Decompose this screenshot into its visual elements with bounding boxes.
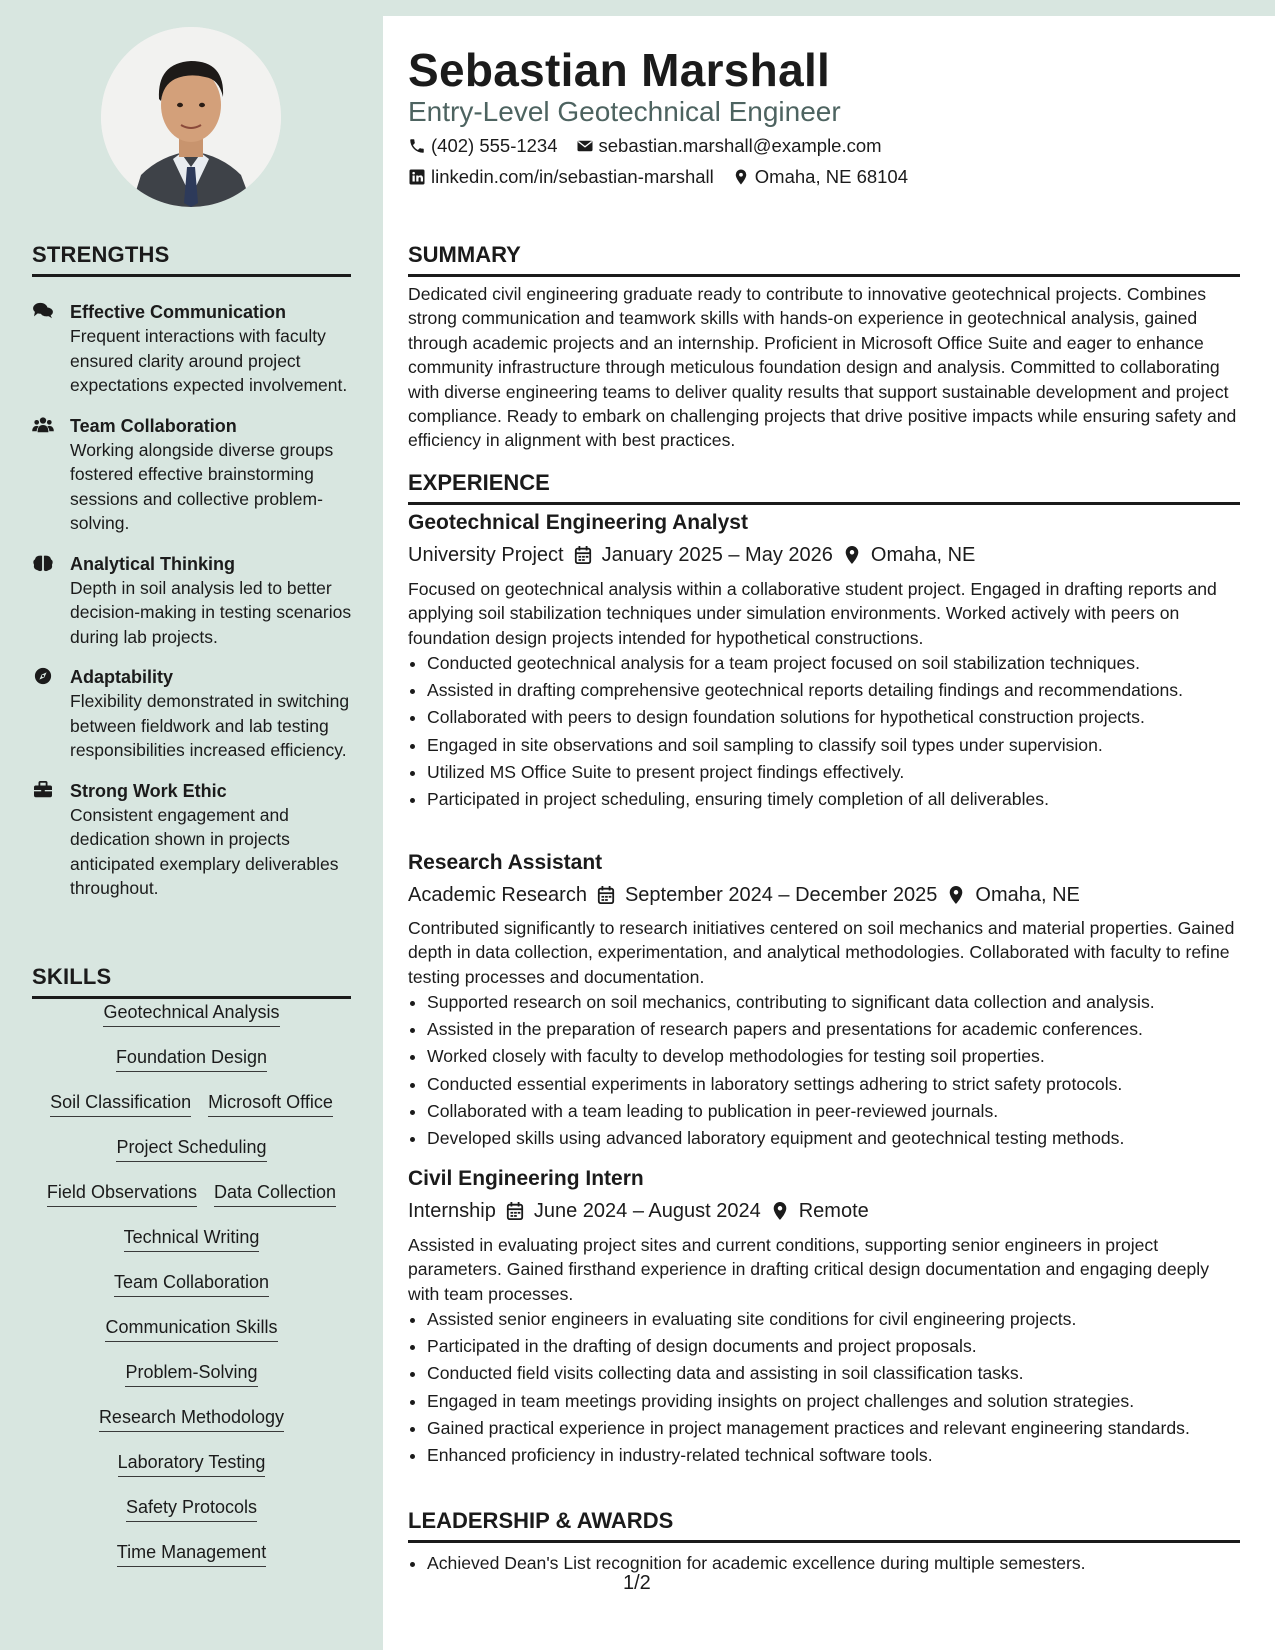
location-text: Omaha, NE 68104: [754, 166, 909, 187]
leadership-bullets: [408, 1551, 1262, 1578]
calendar-icon: [506, 1201, 524, 1221]
job-meta: [408, 542, 975, 568]
job-location: Omaha, NE: [975, 884, 1080, 906]
experience-heading: EXPERIENCE: [408, 470, 1240, 505]
job-location: Omaha, NE: [870, 544, 976, 566]
strength-item: [32, 779, 352, 901]
job-bullets: [408, 1307, 1262, 1470]
skill-tag: Foundation Design: [116, 1045, 267, 1072]
list-item: • Achieved Dean's List recognition for academic excellence during multiple semesters.: [427, 1551, 1262, 1575]
strength-item: [32, 552, 352, 650]
phone-text: (402) 555-1234: [431, 135, 558, 156]
map-pin-icon: [947, 885, 965, 905]
list-item: • Assisted in the preparation of research papers and presentations for academic conferences.: [427, 1017, 1262, 1041]
page-number: 1/2: [623, 1572, 651, 1594]
list-item: • Enhanced proficiency in industry-related technical software tools.: [427, 1443, 1262, 1467]
profile-photo: [101, 27, 281, 207]
job-title: Research Assistant: [408, 851, 603, 874]
users-group-icon: [32, 414, 70, 536]
list-item: • Participated in project scheduling, ensuring timely completion of all deliverables.: [427, 787, 1262, 811]
skill-tag: Safety Protocols: [126, 1495, 257, 1522]
list-item: • Participated in the drafting of design documents and project proposals.: [427, 1334, 1262, 1358]
strength-item: [32, 414, 352, 536]
strengths-heading: STRENGTHS: [32, 242, 351, 277]
skill-tag: Technical Writing: [124, 1225, 260, 1252]
skill-tag: Data Collection: [214, 1180, 336, 1207]
list-item: • Gained practical experience in project management practices and relevant engineering standards.: [427, 1416, 1262, 1440]
list-item: • Conducted essential experiments in laboratory settings adhering to strict safety protocols.: [427, 1072, 1262, 1096]
strength-title: Team Collaboration: [70, 415, 237, 436]
job-organization: University Project: [408, 544, 564, 566]
job-title: Geotechnical Engineering Analyst: [408, 511, 748, 534]
map-pin-icon: [843, 545, 861, 565]
linkedin-icon: [408, 168, 426, 186]
job-meta: [408, 882, 1080, 908]
skill-tag: Project Scheduling: [116, 1135, 266, 1162]
map-pin-icon: [771, 1201, 789, 1221]
job-location: Remote: [798, 1200, 869, 1222]
compass-icon: [32, 665, 70, 763]
strength-description: Working alongside diverse groups fostered effective brainstorming sessions and collective problem-solving.: [70, 439, 334, 533]
linkedin-link[interactable]: linkedin.com/in/sebastian-marshall: [431, 166, 714, 187]
brain-icon: [32, 552, 70, 650]
list-item: • Utilized MS Office Suite to present project findings effectively.: [427, 760, 1262, 784]
linkedin-item: [408, 165, 714, 189]
chat-bubbles-icon: [32, 300, 70, 398]
list-item: • Conducted field visits collecting data and assisting in soil classification tasks.: [427, 1361, 1262, 1385]
strength-description: Depth in soil analysis led to better decision-making in testing scenarios during lab projects.: [70, 577, 352, 647]
skill-tag: Soil Classification: [50, 1090, 191, 1117]
email-item: [576, 134, 882, 158]
list-item: • Engaged in site observations and soil sampling to classify soil types under supervision.: [427, 733, 1262, 757]
strength-title: Adaptability: [70, 667, 174, 687]
list-item: • Assisted in drafting comprehensive geotechnical reports detailing findings and recommendations.: [427, 678, 1262, 702]
calendar-icon: [597, 885, 615, 905]
strength-item: [32, 665, 352, 763]
skill-tag: Laboratory Testing: [118, 1450, 266, 1477]
phone-icon: [408, 137, 426, 155]
list-item: • Collaborated with peers to design foundation solutions for hypothetical construction projects.: [427, 705, 1262, 729]
skill-tag: Research Methodology: [99, 1405, 284, 1432]
list-item: • Collaborated with a team leading to publication in peer-reviewed journals.: [427, 1099, 1262, 1123]
skill-tag: Problem-Solving: [125, 1360, 257, 1387]
strength-description: Frequent interactions with faculty ensured clarity around project expectations expected involvement.: [70, 326, 348, 395]
job-organization: Academic Research: [408, 884, 587, 906]
skill-tag: Geotechnical Analysis: [103, 1000, 279, 1027]
job-bullets: [408, 990, 1262, 1153]
list-item: • Engaged in team meetings providing insights on project challenges and solution strategies.: [427, 1389, 1262, 1413]
skill-tag: Microsoft Office: [208, 1090, 333, 1117]
skill-tag: Team Collaboration: [114, 1270, 269, 1297]
strength-description: Flexibility demonstrated in switching between fieldwork and lab testing responsibilities increased efficiency.: [70, 691, 350, 760]
job-bullets: [408, 651, 1262, 814]
candidate-title: Entry-Level Geotechnical Engineer: [408, 96, 841, 127]
job-description: Focused on geotechnical analysis within a collaborative student project. Engaged in drafting reports and applying soil stabilization techniques under simulation environments. Worked actively with peers on foundation design projects intended for hypothetical constructions.: [408, 579, 1217, 648]
calendar-icon: [574, 545, 592, 565]
candidate-name: Sebastian Marshall: [408, 44, 831, 96]
strengths-list: [32, 300, 352, 917]
location-item: [732, 165, 908, 189]
skill-tag: Time Management: [117, 1540, 266, 1567]
list-item: • Conducted geotechnical analysis for a team project focused on soil stabilization techniques.: [427, 651, 1262, 675]
summary-heading: SUMMARY: [408, 242, 1240, 277]
job-dates: January 2025 – May 2026: [601, 544, 833, 566]
job-dates: September 2024 – December 2025: [624, 884, 938, 906]
list-item: • Developed skills using advanced laboratory equipment and geotechnical testing methods.: [427, 1126, 1262, 1150]
list-item: • Assisted senior engineers in evaluating site conditions for civil engineering projects.: [427, 1307, 1262, 1331]
list-item: • Worked closely with faculty to develop methodologies for testing soil properties.: [427, 1044, 1262, 1068]
strength-description: Consistent engagement and dedication shown in projects anticipated exemplary deliverables throughout.: [70, 804, 339, 898]
job-organization: Internship: [408, 1200, 496, 1222]
skills-heading: SKILLS: [32, 964, 351, 999]
briefcase-icon: [32, 779, 70, 901]
summary-text: Dedicated civil engineering graduate ready to contribute to innovative geotechnical projects. Combines strong communication and teamwork skills with hands-on experience in geotechnical analysis, gained through academic projects and an internship. Proficient in Microsoft Office Suite and eager to enhance community infrastructure through meticulous foundation design and analysis. Committed to collaborating with diverse engineering teams to deliver quality results that support sustainable development and project compliance. Ready to embark on challenging projects that drive positive impacts while ensuring safety and efficiency in alignment with best practices.: [408, 284, 1237, 451]
skill-tag: Communication Skills: [105, 1315, 277, 1342]
job-description: Contributed significantly to research initiatives centered on soil mechanics and material properties. Gained depth in data collection, experimentation, and analytical methodologies. Collaborated with faculty to refine testing processes and documentation.: [408, 918, 1235, 987]
strength-title: Effective Communication: [70, 302, 287, 322]
job-description: Assisted in evaluating project sites and current conditions, supporting senior engineers in project parameters. Gained firsthand experience in drafting critical design documentation and engaging deeply with team processes.: [408, 1235, 1210, 1304]
job-dates: June 2024 – August 2024: [533, 1200, 761, 1222]
envelope-icon: [576, 137, 594, 155]
skill-tag: Field Observations: [47, 1180, 197, 1207]
strength-title: Strong Work Ethic: [70, 780, 227, 801]
contact-row-2: [408, 165, 908, 189]
strength-item: [32, 300, 352, 398]
job-meta: [408, 1198, 869, 1224]
leadership-heading: LEADERSHIP & AWARDS: [408, 1508, 1240, 1543]
contact-row-1: [408, 134, 882, 158]
phone-item: [408, 134, 558, 158]
job-title: Civil Engineering Intern: [408, 1167, 644, 1190]
strength-title: Analytical Thinking: [70, 553, 236, 574]
email-link[interactable]: sebastian.marshall@example.com: [598, 135, 882, 156]
list-item: • Supported research on soil mechanics, contributing to significant data collection and analysis.: [427, 990, 1262, 1014]
map-pin-icon: [732, 168, 750, 186]
skills-list: [32, 1000, 351, 1585]
